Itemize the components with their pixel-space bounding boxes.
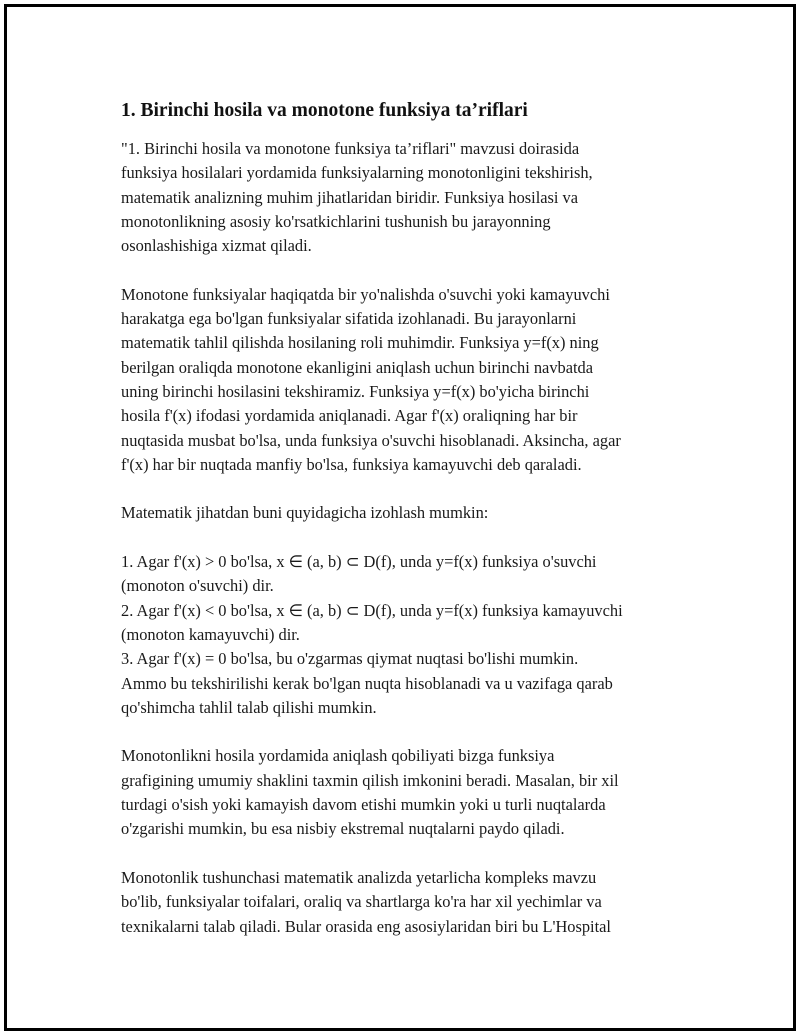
text-line: nuqtasida musbat bo'lsa, unda funksiya o'suvchi hisoblanadi. Aksincha, agar — [121, 430, 621, 450]
text-line: grafigining umumiy shaklini taxmin qilish imkonini beradi. Masalan, bir xil — [121, 770, 619, 790]
graph-shape-paragraph — [121, 744, 701, 841]
text-line: funksiya hosilalari yordamida funksiyalarning monotonligini tekshirish, — [121, 163, 593, 183]
text-line: harakatga ega bo'lgan funksiyalar sifatida izohlanadi. Bu jarayonlarni — [121, 309, 577, 329]
intro-paragraph — [121, 137, 701, 258]
math-intro-paragraph — [121, 501, 701, 525]
text-line: Monotone funksiyalar haqiqatda bir yo'nalishda o'suvchi yoki kamayuvchi — [121, 284, 610, 304]
text-line: hosila f'(x) ifodasi yordamida aniqlanadi. Agar f'(x) oraliqning har bir — [121, 406, 578, 426]
text-line: turdagi o'sish yoki kamayish davom etishi mumkin yoki u turli nuqtalarda — [121, 795, 606, 815]
monotone-definition-paragraph — [121, 283, 701, 477]
text-line: osonlashishiga xizmat qiladi. — [121, 236, 312, 256]
text-line: Monotonlik tushunchasi matematik analizda yetarlicha kompleks mavzu — [121, 867, 597, 887]
text-line: uning birinchi hosilasini tekshiramiz. Funksiya y=f(x) bo'yicha birinchi — [121, 381, 590, 401]
text-line: matematik analizning muhim jihatlaridan biridir. Funksiya hosilasi va — [121, 187, 579, 207]
text-line: monotonlikning asosiy ko'rsatkichlarini tushunish bu jarayonning — [121, 211, 551, 231]
text-line: Matematik jihatdan buni quyidagicha izohlash mumkin: — [121, 503, 489, 523]
text-line: o'zgarishi mumkin, bu esa nisbiy ekstremal nuqtalarni paydo qiladi. — [121, 819, 565, 839]
text-line: berilgan oraliqda monotone ekanligini aniqlash uchun birinchi navbatda — [121, 357, 594, 377]
list-item: (monoton kamayuvchi) dir. — [121, 624, 300, 644]
list-item: 3. Agar f'(x) = 0 bo'lsa, bu o'zgarmas qiymat nuqtasi bo'lishi mumkin. — [121, 649, 579, 669]
page-frame — [4, 4, 796, 1031]
document-body — [121, 99, 701, 963]
text-line: f'(x) har bir nuqtada manfiy bo'lsa, funksiya kamayuvchi deb qaraladi. — [121, 454, 582, 474]
text-line: "1. Birinchi hosila va monotone funksiya ta’riflari" mavzusi doirasida — [121, 139, 580, 158]
text-line: bo'lib, funksiyalar toifalari, oraliq va shartlarga ko'ra har xil yechimlar va — [121, 892, 602, 912]
list-item: qo'shimcha tahlil talab qilishi mumkin. — [121, 697, 377, 717]
list-item: 2. Agar f'(x) < 0 bo'lsa, x ∈ (a, b) ⊂ D(f), unda y=f(x) funksiya kamayuvchi — [121, 600, 623, 620]
text-line: Monotonlikni hosila yordamida aniqlash qobiliyati bizga funksiya — [121, 746, 555, 766]
list-item: 1. Agar f'(x) > 0 bo'lsa, x ∈ (a, b) ⊂ D(f), unda y=f(x) funksiya o'suvchi — [121, 552, 597, 572]
criteria-list — [121, 550, 701, 720]
list-item: Ammo bu tekshirilishi kerak bo'lgan nuqta hisoblanadi va u vazifaga qarab — [121, 673, 613, 693]
list-item: (monoton o'suvchi) dir. — [121, 576, 274, 596]
text-line: texnikalarni talab qiladi. Bular orasida eng asosiylaridan biri bu L'Hospital — [121, 916, 611, 936]
section-title: 1. Birinchi hosila va monotone funksiya ta’riflari — [121, 100, 528, 121]
complexity-paragraph — [121, 866, 701, 939]
text-line: matematik tahlil qilishda hosilaning roli muhimdir. Funksiya y=f(x) ning — [121, 333, 599, 353]
